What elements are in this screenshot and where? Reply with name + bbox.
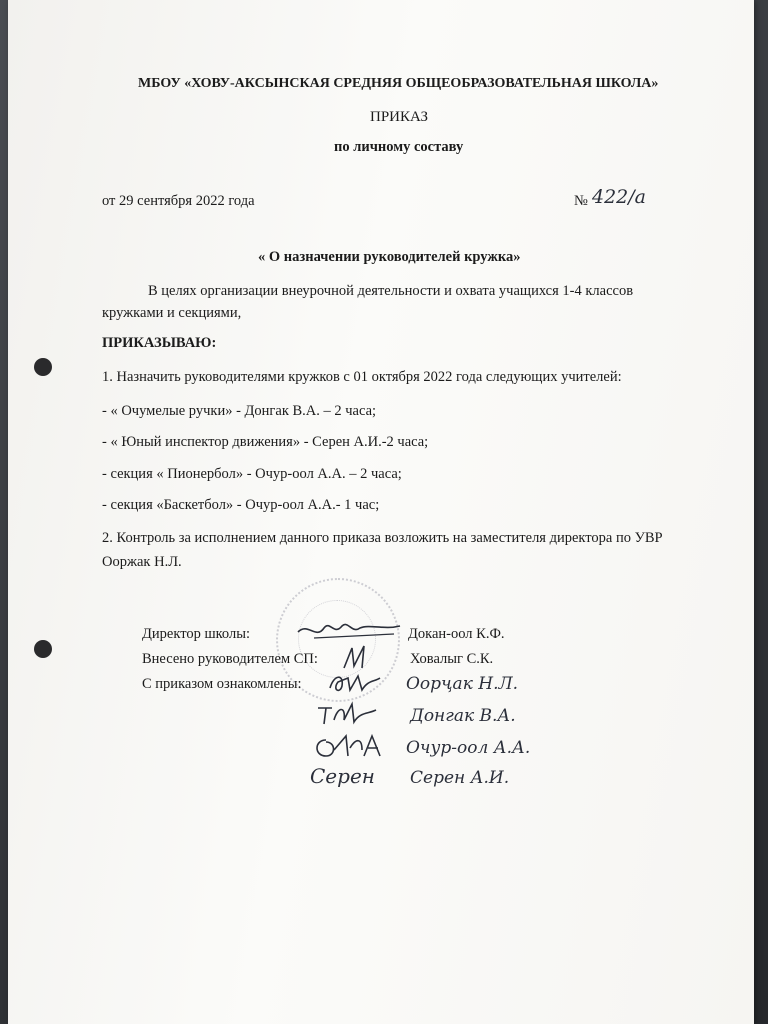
document-sheet — [8, 0, 754, 1024]
item-1: 1. Назначить руководителями кружков с 01 октября 2022 года следующих учителей: — [102, 369, 622, 385]
school-name: МБОУ «ХОВУ-АКСЫНСКАЯ СРЕДНЯЯ ОБЩЕОБРАЗОВАТЕЛЬНАЯ ШКОЛА» — [138, 76, 659, 91]
ack-name: Донгак В.А. — [410, 706, 516, 726]
doc-number-handwritten: 422/a — [592, 186, 646, 208]
ack-signature-2 — [314, 698, 384, 730]
ack-name: Очур-оол А.А. — [406, 738, 531, 758]
sp-name: Ховалыг С.К. — [410, 651, 494, 667]
list-item: - « Юный инспектор движения» - Серен А.И.-2 часа; — [102, 434, 429, 450]
ack-signature-1 — [324, 668, 384, 698]
list-item: - « Очумелые ручки» - Донгак В.А. – 2 часа; — [102, 403, 377, 419]
punch-hole-bottom — [34, 640, 52, 658]
punch-hole-top — [34, 358, 52, 376]
intro-line-2: кружками и секциями, — [102, 305, 242, 321]
director-signature — [294, 614, 404, 644]
ack-name: Серен А.И. — [410, 768, 510, 788]
doc-number-prefix: № — [574, 193, 588, 209]
director-label: Директор школы: — [142, 626, 250, 642]
item-2-line-2: Ооржак Н.Л. — [102, 554, 182, 570]
ack-signature-3 — [310, 730, 390, 762]
doc-heading: « О назначении руководителей кружка» — [258, 249, 521, 265]
order-word: ПРИКАЗЫВАЮ: — [102, 335, 217, 351]
intro-line-1: В целях организации внеурочной деятельности и охвата учащихся 1-4 классов — [148, 283, 634, 299]
doc-subtitle: по личному составу — [334, 139, 464, 155]
ack-label: С приказом ознакомлены: — [142, 676, 302, 692]
ack-signature-4: Серен — [310, 764, 375, 788]
ack-name: Оорҷак Н.Л. — [406, 674, 519, 694]
list-item: - секция «Баскетбол» - Очур-оол А.А.- 1 час; — [102, 497, 380, 513]
doc-type: ПРИКАЗ — [370, 109, 428, 125]
item-2-line-1: 2. Контроль за исполнением данного приказа возложить на заместителя директора по УВР — [102, 530, 663, 546]
director-name: Докан-оол К.Ф. — [408, 626, 505, 642]
doc-date: от 29 сентября 2022 года — [102, 193, 255, 209]
sp-label: Внесено руководителем СП: — [142, 651, 318, 667]
list-item: - секция « Пионербол» - Очур-оол А.А. – 2 часа; — [102, 466, 402, 482]
